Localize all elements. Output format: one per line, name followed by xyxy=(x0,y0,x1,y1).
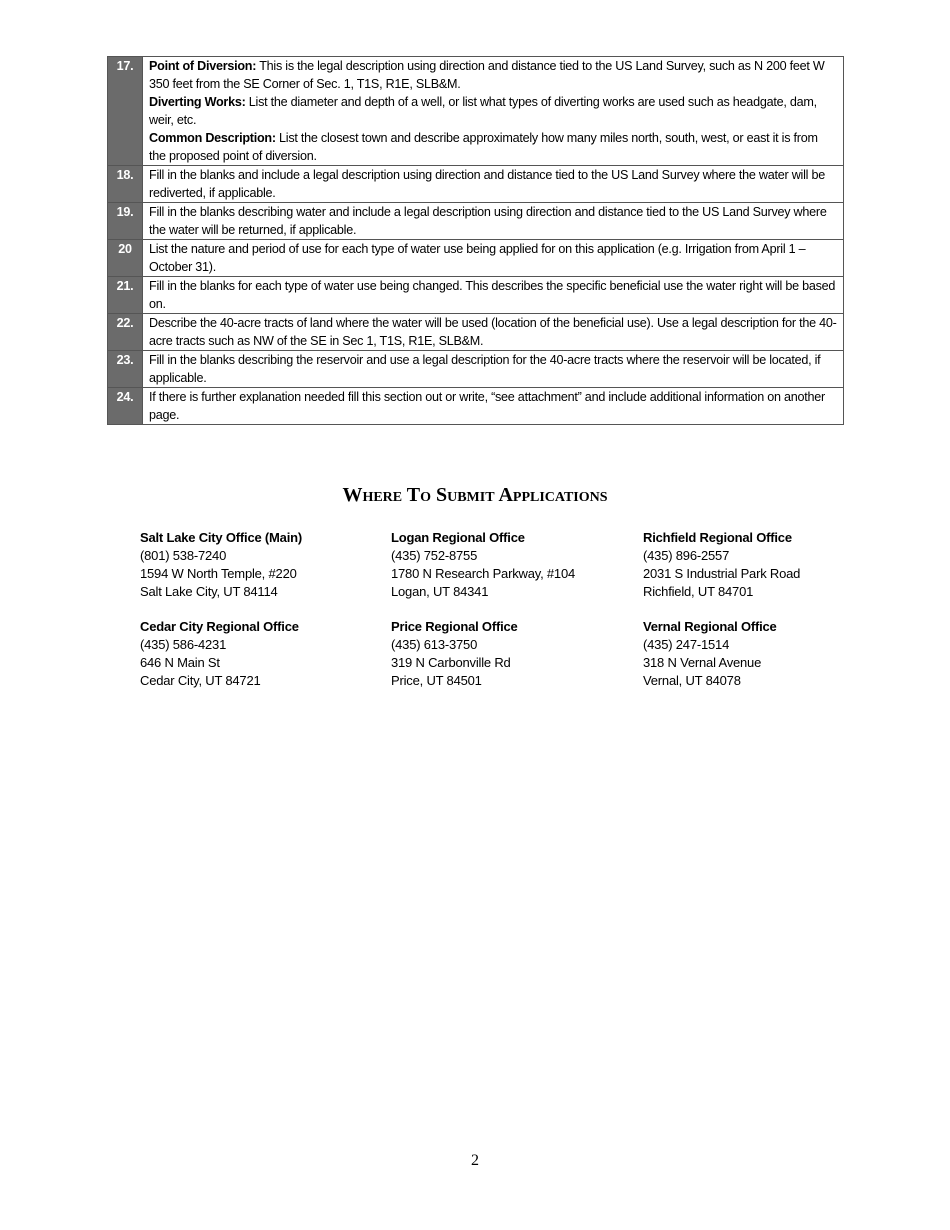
office-address: 2031 S Industrial Park Road xyxy=(643,566,801,581)
office-address: 319 N Carbonville Rd xyxy=(391,655,511,670)
item-number: 22. xyxy=(108,314,143,351)
office-title: Cedar City Regional Office xyxy=(140,619,299,634)
section-heading: Where To Submit Applications xyxy=(342,484,608,506)
office-title: Richfield Regional Office xyxy=(643,530,792,545)
office-city: Cedar City, UT 84721 xyxy=(140,673,261,688)
office-block xyxy=(140,618,299,690)
office-block xyxy=(643,618,777,690)
office-address: 1594 W North Temple, #220 xyxy=(140,566,297,581)
office-address: 1780 N Research Parkway, #104 xyxy=(391,566,576,581)
item-number: 21. xyxy=(108,277,143,314)
item-label: Common Description: xyxy=(149,131,276,145)
item-number: 20 xyxy=(108,240,143,277)
office-city: Logan, UT 84341 xyxy=(391,584,489,599)
office-block xyxy=(391,529,575,601)
office-phone: (435) 613-3750 xyxy=(391,637,478,652)
item-text: Fill in the blanks describing the reservoir and use a legal description for the 40-acre tracts where the reservoir will be located, if applicable. xyxy=(143,351,844,388)
table-row xyxy=(108,166,844,203)
table-row xyxy=(108,277,844,314)
item-number: 17. xyxy=(108,57,143,166)
page-number: 2 xyxy=(471,1152,479,1169)
item-label: Point of Diversion: xyxy=(149,59,257,73)
item-description: This is the legal description using direction and distance tied to the US Land Survey, such as N 200 feet W 350 feet from the SE Corner of Sec. 1, T1S, R1E, SLB&M. xyxy=(149,59,825,91)
office-city: Salt Lake City, UT 84114 xyxy=(140,584,278,599)
item-text: Fill in the blanks describing water and include a legal description using direction and distance tied to the US Land Survey where the water will be returned, if applicable. xyxy=(143,203,844,240)
item-text xyxy=(143,57,844,166)
office-city: Price, UT 84501 xyxy=(391,673,482,688)
table-row xyxy=(108,314,844,351)
item-text: Fill in the blanks and include a legal description using direction and distance tied to the US Land Survey where the water will be rediverted, if applicable. xyxy=(143,166,844,203)
item-number: 19. xyxy=(108,203,143,240)
office-title: Logan Regional Office xyxy=(391,530,525,545)
office-block xyxy=(643,529,800,601)
office-phone: (435) 247-1514 xyxy=(643,637,730,652)
table-row xyxy=(108,240,844,277)
office-phone: (435) 752-8755 xyxy=(391,548,478,563)
item-text: If there is further explanation needed fill this section out or write, “see attachment” and include additional information on another page. xyxy=(143,388,844,425)
office-city: Richfield, UT 84701 xyxy=(643,584,754,599)
table-row xyxy=(108,57,844,166)
table-row xyxy=(108,388,844,425)
office-title: Salt Lake City Office (Main) xyxy=(140,530,302,545)
item-number: 18. xyxy=(108,166,143,203)
item-number: 23. xyxy=(108,351,143,388)
office-phone: (435) 896-2557 xyxy=(643,548,730,563)
item-number: 24. xyxy=(108,388,143,425)
office-block xyxy=(391,618,518,690)
office-address: 318 N Vernal Avenue xyxy=(643,655,762,670)
office-city: Vernal, UT 84078 xyxy=(643,673,741,688)
table-row xyxy=(108,203,844,240)
item-description: List the closest town and describe approximately how many miles north, south, west, or east it is from the proposed point of diversion. xyxy=(149,131,818,163)
office-phone: (801) 538-7240 xyxy=(140,548,227,563)
item-text: Fill in the blanks for each type of water use being changed. This describes the specific beneficial use the water right will be based on. xyxy=(143,277,844,314)
item-description: List the diameter and depth of a well, or list what types of diverting works are used such as headgate, dam, weir, etc. xyxy=(149,95,817,127)
office-address: 646 N Main St xyxy=(140,655,220,670)
office-block xyxy=(140,529,302,601)
office-title: Vernal Regional Office xyxy=(643,619,777,634)
item-text: Describe the 40-acre tracts of land where the water will be used (location of the beneficial use). Use a legal description for the 40-acre tracts such as NW of the SE in Sec 1, T1S, R1E, SLB&M. xyxy=(143,314,844,351)
office-title: Price Regional Office xyxy=(391,619,518,634)
office-phone: (435) 586-4231 xyxy=(140,637,227,652)
instructions-table xyxy=(107,56,844,425)
item-label: Diverting Works: xyxy=(149,95,246,109)
table-row xyxy=(108,351,844,388)
item-text: List the nature and period of use for each type of water use being applied for on this application (e.g. Irrigation from April 1 – October 31). xyxy=(143,240,844,277)
